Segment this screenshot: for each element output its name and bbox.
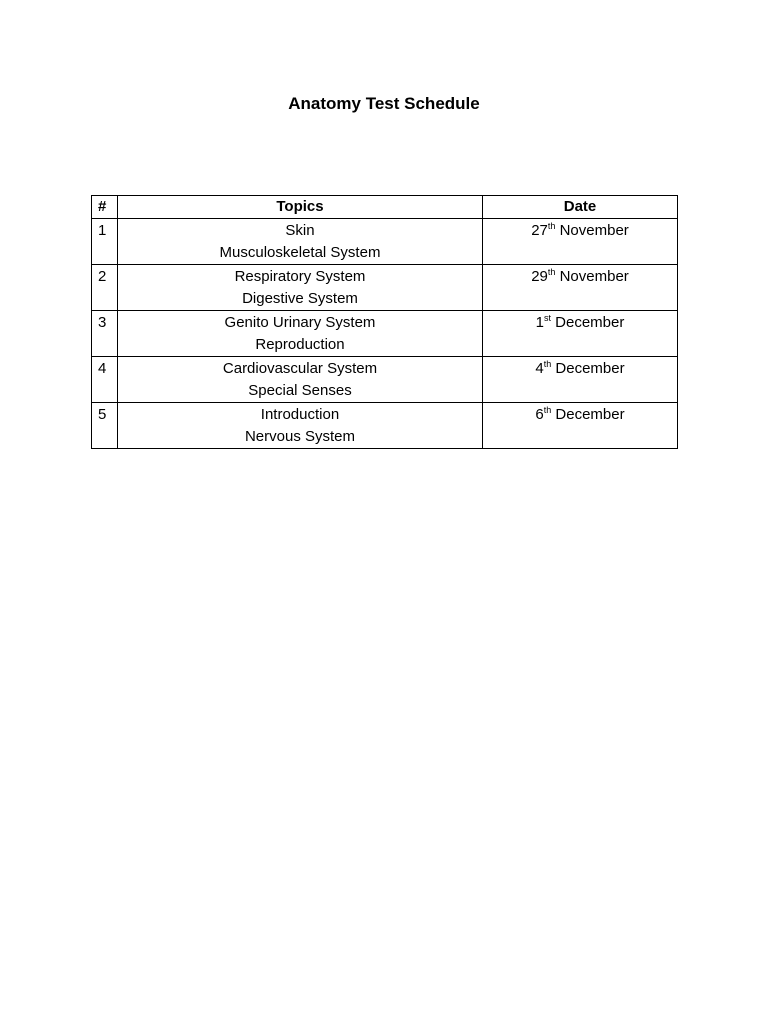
table-row <box>92 357 678 403</box>
row-number: 4 <box>92 357 118 403</box>
date-suffix: th <box>543 405 552 415</box>
date-month: December <box>551 360 625 377</box>
topic-item: Reproduction <box>255 336 345 353</box>
row-topics <box>118 311 483 357</box>
date-suffix: th <box>547 267 556 277</box>
table-row <box>92 403 678 449</box>
topic-item: Musculoskeletal System <box>219 244 381 261</box>
date-day: 27 <box>531 222 548 239</box>
row-number: 1 <box>92 219 118 265</box>
row-topics <box>118 357 483 403</box>
row-date <box>483 357 678 403</box>
row-number: 2 <box>92 265 118 311</box>
row-number: 3 <box>92 311 118 357</box>
table-header-row <box>92 196 678 219</box>
row-date <box>483 219 678 265</box>
table-row <box>92 265 678 311</box>
row-date <box>483 403 678 449</box>
topic-item: Digestive System <box>242 290 358 307</box>
table-row <box>92 311 678 357</box>
row-topics <box>118 219 483 265</box>
date-suffix: th <box>543 359 552 369</box>
row-topics <box>118 403 483 449</box>
date-month: November <box>555 268 629 285</box>
date-month: December <box>551 406 625 423</box>
topic-item: Genito Urinary System <box>224 314 376 331</box>
date-suffix: th <box>547 221 556 231</box>
row-number: 5 <box>92 403 118 449</box>
table-row <box>92 219 678 265</box>
topic-item: Cardiovascular System <box>222 360 378 377</box>
date-month: December <box>551 314 625 331</box>
topic-item: Skin <box>285 222 315 239</box>
date-day: 29 <box>531 268 548 285</box>
schedule-table <box>91 195 678 449</box>
date-month: November <box>555 222 629 239</box>
topic-item: Introduction <box>260 406 340 423</box>
date-day: 6 <box>535 406 544 423</box>
date-day: 4 <box>535 360 544 377</box>
header-date: Date <box>483 196 678 219</box>
row-topics <box>118 265 483 311</box>
page-title: Anatomy Test Schedule <box>288 94 480 113</box>
row-date <box>483 311 678 357</box>
date-suffix: st <box>543 313 551 323</box>
header-topics: Topics <box>118 196 483 219</box>
header-number: # <box>92 196 118 219</box>
topic-item: Nervous System <box>244 428 356 445</box>
topic-item: Special Senses <box>248 382 352 399</box>
row-date <box>483 265 678 311</box>
date-day: 1 <box>535 314 544 331</box>
topic-item: Respiratory System <box>234 268 366 285</box>
